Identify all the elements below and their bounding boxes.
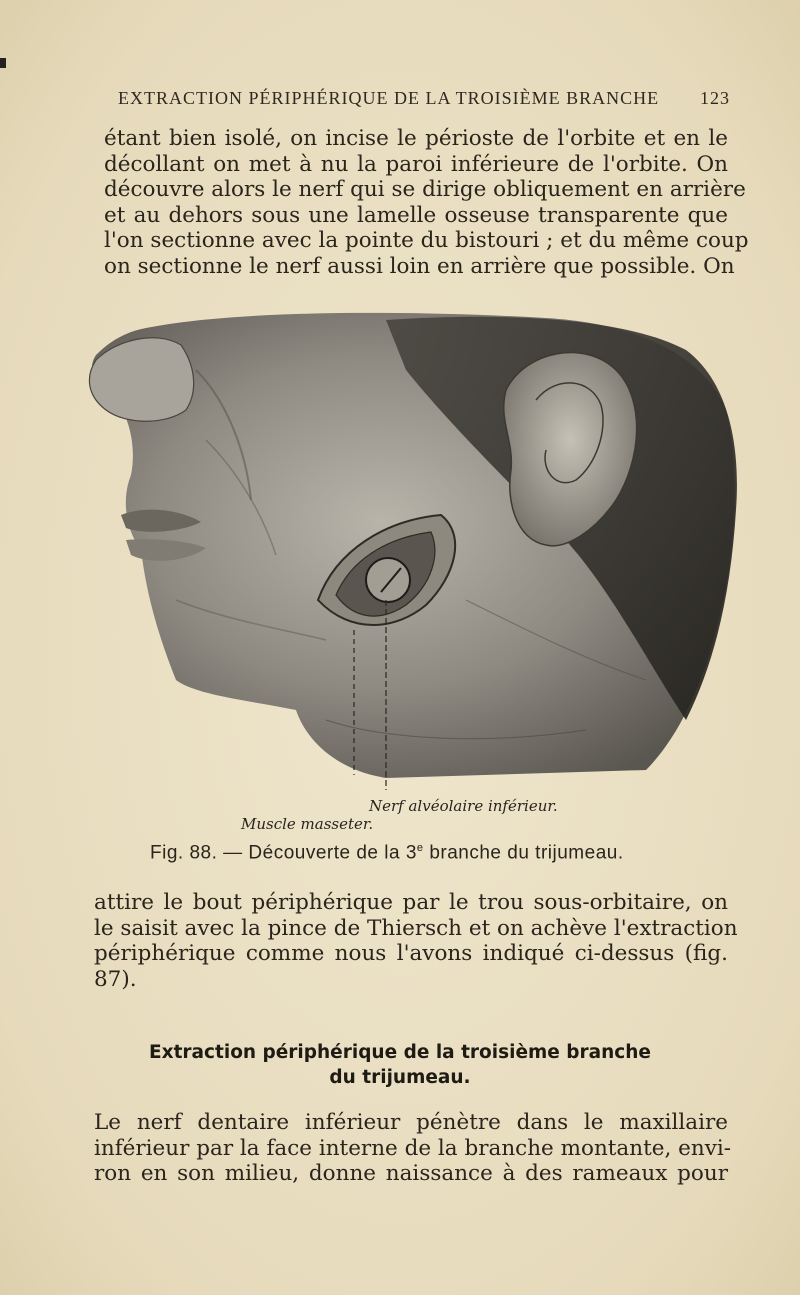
anatomical-illustration: [86, 300, 742, 798]
text-line: ron en son milieu, donne naissance à des rameaux pour: [94, 1161, 728, 1186]
caption-suffix: branche du trijumeau.: [423, 842, 624, 864]
edge-mark: [0, 58, 6, 68]
text-line: découvre alors le nerf qui se dirige obliquement en arrière: [104, 177, 746, 202]
running-head: [118, 88, 730, 109]
caption-prefix: Fig. 88. — Découverte de la 3: [150, 842, 417, 864]
page-number: 123: [700, 88, 730, 108]
section-title-line-1: Extraction périphérique de la troisième branche: [149, 1042, 651, 1063]
nerf-opening: [366, 558, 410, 602]
running-title: EXTRACTION PÉRIPHÉRIQUE DE LA TROISIÈME BRANCHE: [118, 88, 660, 108]
figure-caption: [150, 842, 670, 864]
text-line: l'on sectionne avec la pointe du bistouri ; et du même coup: [104, 228, 749, 253]
text-line: attire le bout périphérique par le trou sous-orbitaire, on: [94, 890, 728, 915]
paragraph-2: [94, 890, 738, 992]
caption-sup: e: [416, 842, 424, 854]
text-line: et au dehors sous une lamelle osseuse transparente que: [104, 202, 728, 228]
paragraph-1: [104, 126, 749, 279]
label-nerf-alveolaire: Nerf alvéolaire inférieur.: [369, 797, 558, 815]
text-line: inférieur par la face interne de la branche montante, envi-: [94, 1135, 731, 1161]
text-line: décollant on met à nu la paroi inférieure de l'orbite. On: [104, 151, 728, 177]
text-line: on sectionne le nerf aussi loin en arrière que possible. On: [104, 253, 735, 279]
text-line: 87).: [94, 966, 137, 992]
label-muscle-masseter: Muscle masseter.: [241, 815, 374, 833]
text-line: Le nerf dentaire inférieur pénètre dans le maxillaire: [94, 1110, 728, 1135]
text-line: étant bien isolé, on incise le périoste de l'orbite et en le: [104, 126, 728, 151]
text-line: périphérique comme nous l'avons indiqué ci-dessus (fig.: [94, 941, 728, 966]
section-title-line-2: du trijumeau.: [329, 1067, 471, 1088]
paragraph-3: [94, 1110, 731, 1187]
text-line: le saisit avec la pince de Thiersch et on achève l'extraction: [94, 915, 738, 941]
